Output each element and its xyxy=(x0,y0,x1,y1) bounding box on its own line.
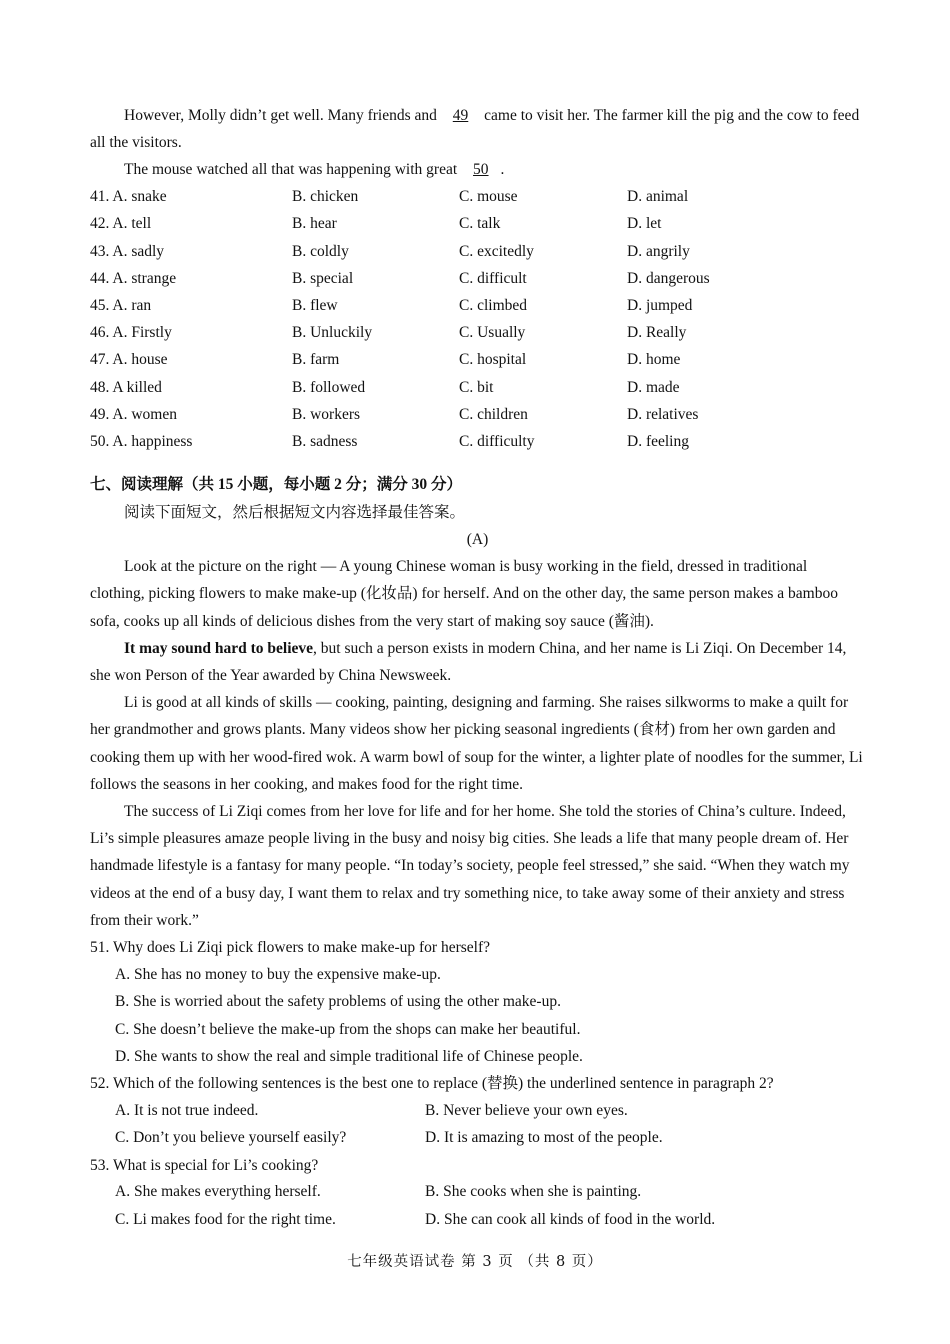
option-choice[interactable]: C. climbed xyxy=(459,296,528,314)
option-choice[interactable]: C. difficult xyxy=(459,269,527,287)
option-choice[interactable]: D. home xyxy=(627,351,681,369)
passage-paragraph-1: Look at the picture on the right — A young Chinese woman is busy working in the field, dressed in traditional clothing, picking flowers to make make-up (化妆品) for herself. And on the other day, the same person makes a bamboo sofa, cooks up all kinds of delicious dishes from the very start of making soy sauce (酱油). xyxy=(90,558,838,630)
option-choice[interactable]: C. mouse xyxy=(459,188,518,206)
q51-option-d[interactable]: D. She wants to show the real and simple traditional life of Chinese people. xyxy=(115,1047,583,1065)
q53-option-c[interactable]: C. Li makes food for the right time. xyxy=(115,1210,336,1228)
text: However, Molly didn’t get well. Many friends and xyxy=(124,107,441,124)
option-choice[interactable]: 49. A. women xyxy=(90,405,177,423)
option-choice[interactable]: 42. A. tell xyxy=(90,215,152,233)
q52-option-b[interactable]: B. Never believe your own eyes. xyxy=(425,1101,628,1119)
option-choice[interactable]: D. Really xyxy=(627,324,687,342)
option-choice[interactable]: C. hospital xyxy=(459,351,527,369)
question-51: 51. Why does Li Ziqi pick flowers to make make-up for herself? xyxy=(90,938,491,956)
q53-option-b[interactable]: B. She cooks when she is painting. xyxy=(425,1183,642,1201)
text: came to visit her. The farmer kill the pig and the cow to feed all the visitors. xyxy=(90,107,860,152)
passage-label: (A) xyxy=(466,530,489,548)
question-52: 52. Which of the following sentences is the best one to replace (替换) the underlined sentence in paragraph 2? xyxy=(90,1074,774,1092)
option-choice[interactable]: 44. A. strange xyxy=(90,269,177,287)
option-choice[interactable]: C. children xyxy=(459,405,528,423)
option-choice[interactable]: 45. A. ran xyxy=(90,296,152,314)
cloze-last-line xyxy=(90,156,865,183)
question-53: 53. What is special for Li’s cooking? xyxy=(90,1156,319,1174)
q53-option-a[interactable]: A. She makes everything herself. xyxy=(115,1183,321,1201)
option-choice[interactable]: B. coldly xyxy=(292,242,349,260)
option-choice[interactable]: D. feeling xyxy=(627,432,689,450)
option-row xyxy=(90,320,865,347)
option-choice[interactable]: C. bit xyxy=(459,378,494,396)
option-row xyxy=(90,238,865,265)
q51-option-a[interactable]: A. She has no money to buy the expensive make-up. xyxy=(115,966,441,984)
option-choice[interactable]: 47. A. house xyxy=(90,351,168,369)
option-row xyxy=(90,347,865,374)
passage-paragraph-4: The success of Li Ziqi comes from her love for life and for her home. She told the stories of China’s culture. Indeed, Li’s simple pleasures amaze people living in the busy and noisy big cities. She leads a life that many people dream of. Her handmade lifestyle is a fantasy for many people. “In today’s society, people feel stressed,” she said. “When they watch my videos at the end of a busy day, I want them to relax and try something nice, to take away some of their anxiety and stress from their work.” xyxy=(90,802,850,929)
option-choice[interactable]: B. special xyxy=(292,269,354,287)
option-choice[interactable]: D. animal xyxy=(627,188,689,206)
option-choice[interactable]: C. difficulty xyxy=(459,432,535,450)
blank-50: 50 xyxy=(473,161,489,179)
option-choice[interactable]: 50. A. happiness xyxy=(90,432,193,450)
text: , but such a person exists in modern China, and her name is Li Ziqi. On December 14, she won Person of the Year awarded by China Newsweek. xyxy=(90,639,847,684)
q52-row-1 xyxy=(90,1097,865,1124)
section-heading: 七、阅读理解（共 15 小题，每小题 2 分；满分 30 分） xyxy=(90,476,463,494)
option-choice[interactable]: D. let xyxy=(627,215,662,233)
option-row xyxy=(90,184,865,211)
passage-paragraph-2 xyxy=(90,635,865,689)
q53-row-2 xyxy=(90,1206,865,1233)
option-choice[interactable]: B. workers xyxy=(292,405,361,423)
passage-paragraph-3: Li is good at all kinds of skills — cooking, painting, designing and farming. She raises silkworms to make a quilt for her grandmother and grows plants. Many videos show her picking seasonal ingredients (食材) from her own garden and cooking them up with her wood-fired wok. A warm bowl of soup for the winter, a lighter plate of noodles for the summer, Li follows the seasons in her cooking, and makes food for the right time. xyxy=(90,694,863,793)
page-footer: 七年级英语试卷 第 3 页 （共 8 页） xyxy=(347,1254,603,1270)
option-row xyxy=(90,374,865,401)
option-row xyxy=(90,265,865,292)
q52-option-a[interactable]: A. It is not true indeed. xyxy=(115,1101,259,1119)
blank-49: 49 xyxy=(452,107,469,124)
section-instruction: 阅读下面短文，然后根据短文内容选择最佳答案。 xyxy=(124,503,466,521)
option-choice[interactable]: B. sadness xyxy=(292,432,358,450)
q52-option-c[interactable]: C. Don’t you believe yourself easily? xyxy=(115,1128,347,1146)
option-choice[interactable]: B. flew xyxy=(292,296,338,314)
q51-option-b[interactable]: B. She is worried about the safety problems of using the other make-up. xyxy=(115,993,561,1011)
text: The mouse watched all that was happening with great xyxy=(124,161,462,179)
option-choice[interactable]: 41. A. snake xyxy=(90,188,167,206)
option-row xyxy=(90,428,865,455)
option-choice[interactable]: C. Usually xyxy=(459,324,526,342)
option-choice[interactable]: B. chicken xyxy=(292,188,359,206)
q53-row-1 xyxy=(90,1179,865,1206)
option-choice[interactable]: B. followed xyxy=(292,378,366,396)
text: . xyxy=(500,161,505,179)
option-choice[interactable]: 48. A killed xyxy=(90,378,162,396)
q51-option-c[interactable]: C. She doesn’t believe the make-up from the shops can make her beautiful. xyxy=(115,1020,581,1038)
q52-row-2 xyxy=(90,1124,865,1151)
option-row xyxy=(90,292,865,319)
cloze-paragraph-end xyxy=(90,102,865,156)
underlined-sentence: It may sound hard to believe xyxy=(124,639,314,657)
exam-page xyxy=(90,102,865,1233)
option-choice[interactable]: D. angrily xyxy=(627,242,690,260)
option-row xyxy=(90,211,865,238)
q53-option-d[interactable]: D. She can cook all kinds of food in the world. xyxy=(425,1210,716,1228)
option-choice[interactable]: B. farm xyxy=(292,351,340,369)
option-choice[interactable]: B. hear xyxy=(292,215,337,233)
option-choice[interactable]: D. made xyxy=(627,378,680,396)
option-row xyxy=(90,401,865,428)
option-choice[interactable]: D. relatives xyxy=(627,405,699,423)
q52-option-d[interactable]: D. It is amazing to most of the people. xyxy=(425,1128,663,1146)
option-choice[interactable]: B. Unluckily xyxy=(292,324,373,342)
option-choice[interactable]: 43. A. sadly xyxy=(90,242,165,260)
cloze-options xyxy=(90,184,865,456)
option-choice[interactable]: D. jumped xyxy=(627,296,693,314)
option-choice[interactable]: 46. A. Firstly xyxy=(90,324,172,342)
option-choice[interactable]: C. talk xyxy=(459,215,501,233)
option-choice[interactable]: D. dangerous xyxy=(627,269,710,287)
option-choice[interactable]: C. excitedly xyxy=(459,242,534,260)
